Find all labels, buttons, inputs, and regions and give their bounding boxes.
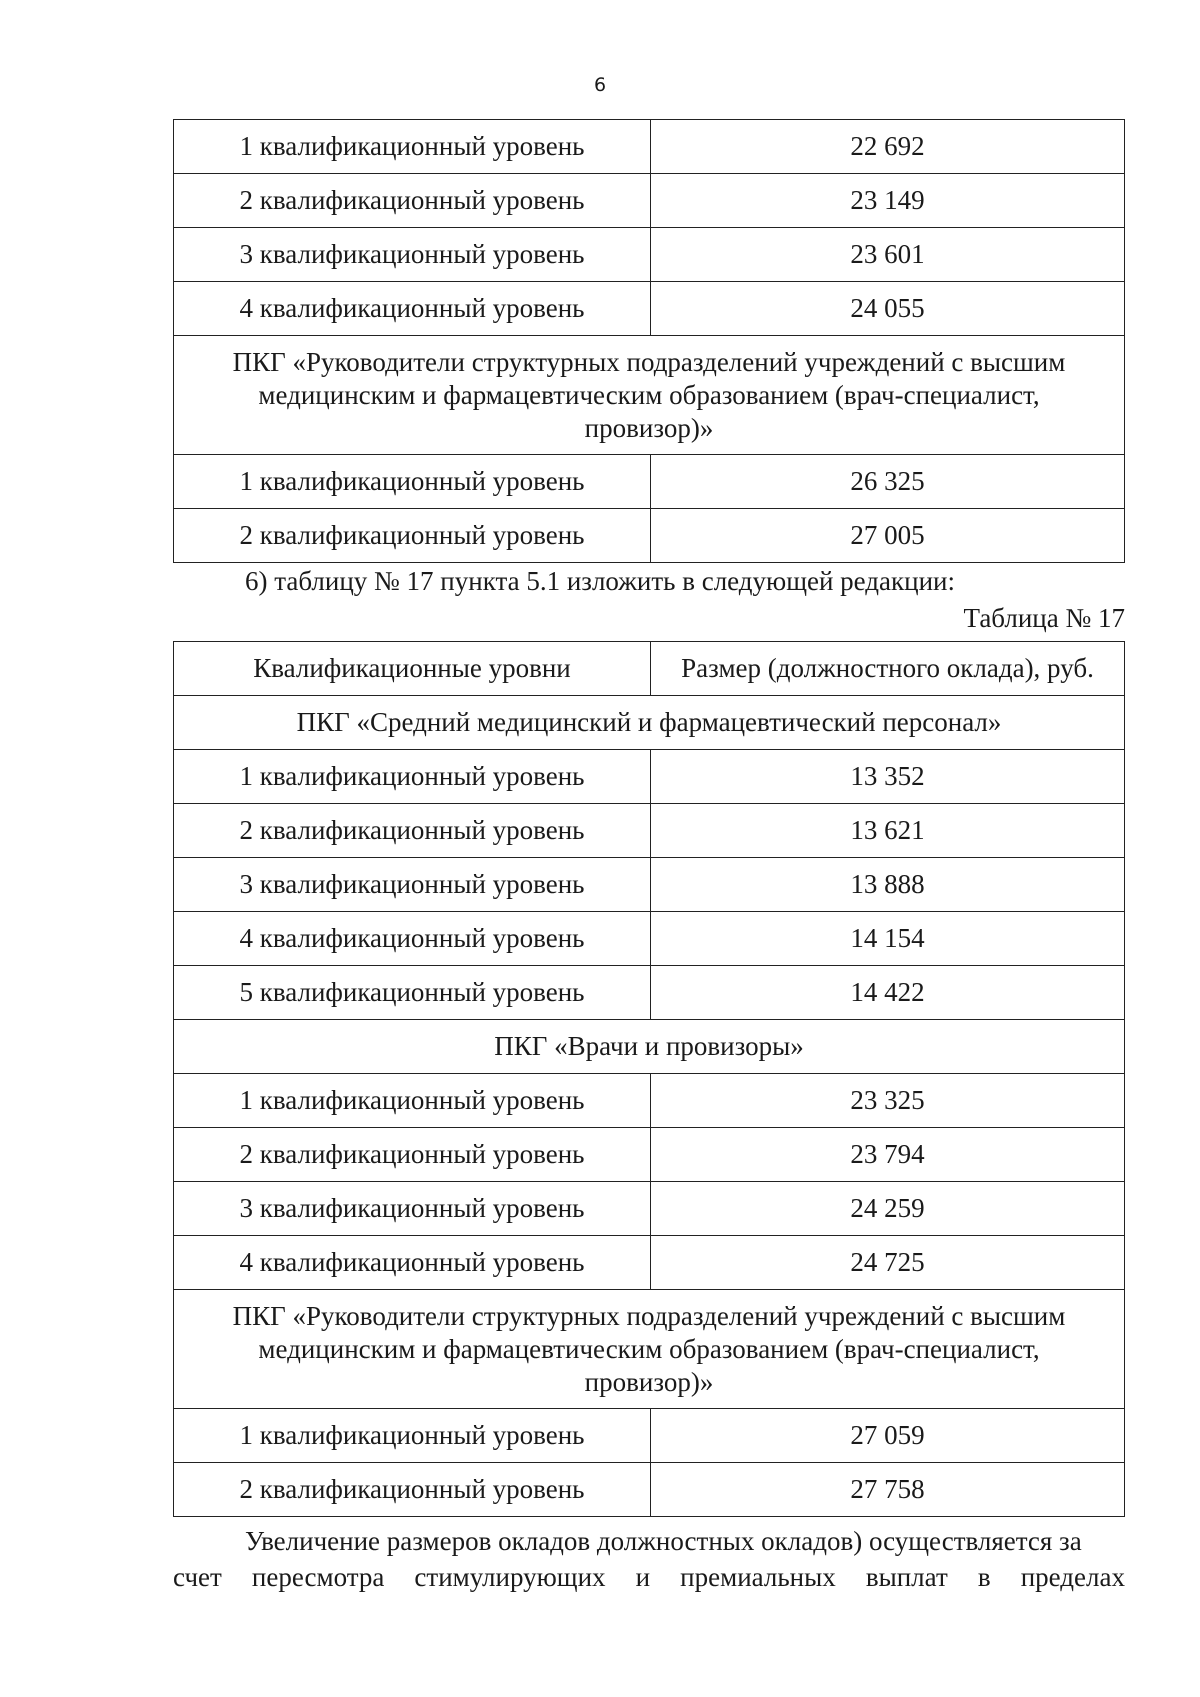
table-header-row <box>174 642 1125 696</box>
group-row <box>174 336 1125 455</box>
table-caption: Таблица № 17 <box>963 603 1125 633</box>
closing-word: стимулирующих <box>414 1562 606 1592</box>
group-row <box>174 1020 1125 1074</box>
value-cell: 27 059 <box>651 1409 1125 1463</box>
table-row <box>174 1463 1125 1517</box>
value-cell: 24 055 <box>651 282 1125 336</box>
level-cell: 2 квалификационный уровень <box>174 509 651 563</box>
level-cell: 1 квалификационный уровень <box>174 120 651 174</box>
level-cell: 3 квалификационный уровень <box>174 228 651 282</box>
level-cell: 3 квалификационный уровень <box>174 1182 651 1236</box>
salary-table-17 <box>173 641 1125 1517</box>
value-cell: 24 259 <box>651 1182 1125 1236</box>
value-cell: 22 692 <box>651 120 1125 174</box>
group-nurses-title: ПКГ «Средний медицинский и фармацевтический персонал» <box>174 696 1125 750</box>
table-row <box>174 1182 1125 1236</box>
level-cell: 3 квалификационный уровень <box>174 858 651 912</box>
level-cell: 1 квалификационный уровень <box>174 1409 651 1463</box>
value-cell: 24 725 <box>651 1236 1125 1290</box>
value-cell: 23 325 <box>651 1074 1125 1128</box>
value-cell: 23 149 <box>651 174 1125 228</box>
closing-word: счет <box>173 1562 222 1592</box>
closing-word: премиальных <box>680 1562 836 1592</box>
closing-word: пересмотра <box>251 1562 385 1592</box>
value-cell: 23 601 <box>651 228 1125 282</box>
table-row <box>174 1409 1125 1463</box>
value-cell: 13 888 <box>651 858 1125 912</box>
level-cell: 2 квалификационный уровень <box>174 1463 651 1517</box>
level-cell: 1 квалификационный уровень <box>174 455 651 509</box>
level-cell: 1 квалификационный уровень <box>174 1074 651 1128</box>
table-row <box>174 858 1125 912</box>
value-cell: 14 422 <box>651 966 1125 1020</box>
table-row <box>174 912 1125 966</box>
table-row <box>174 509 1125 563</box>
intro-paragraph: 6) таблицу № 17 пункта 5.1 изложить в следующей редакции: <box>245 566 955 596</box>
table-row <box>174 1074 1125 1128</box>
table-row <box>174 120 1125 174</box>
table-row <box>174 750 1125 804</box>
closing-word: в <box>977 1562 991 1592</box>
value-cell: 14 154 <box>651 912 1125 966</box>
table-row <box>174 455 1125 509</box>
level-cell: 2 квалификационный уровень <box>174 174 651 228</box>
closing-word: и <box>635 1562 651 1592</box>
value-cell: 23 794 <box>651 1128 1125 1182</box>
page-number: 6 <box>593 74 607 96</box>
closing-paragraph-line1: Увеличение размеров окладов должностных окладов) осуществляется за <box>245 1526 1082 1556</box>
level-cell: 2 квалификационный уровень <box>174 1128 651 1182</box>
closing-word: пределах <box>1020 1562 1125 1592</box>
group-row <box>174 696 1125 750</box>
level-cell: 4 квалификационный уровень <box>174 912 651 966</box>
table-row <box>174 228 1125 282</box>
group-row <box>174 1290 1125 1409</box>
group-heads-title: ПКГ «Руководители структурных подразделений учреждений с высшим медицинским и фармацевтическим образованием (врач-специалист, провизор)» <box>174 336 1125 455</box>
header-salary: Размер (должностного оклада), руб. <box>651 642 1125 696</box>
value-cell: 13 621 <box>651 804 1125 858</box>
level-cell: 1 квалификационный уровень <box>174 750 651 804</box>
table-row <box>174 1236 1125 1290</box>
level-cell: 4 квалификационный уровень <box>174 282 651 336</box>
table-row <box>174 966 1125 1020</box>
value-cell: 26 325 <box>651 455 1125 509</box>
table-row <box>174 804 1125 858</box>
value-cell: 27 758 <box>651 1463 1125 1517</box>
value-cell: 27 005 <box>651 509 1125 563</box>
closing-paragraph-line2 <box>173 1562 1125 1593</box>
group-heads-title: ПКГ «Руководители структурных подразделений учреждений с высшим медицинским и фармацевтическим образованием (врач-специалист, провизор)» <box>174 1290 1125 1409</box>
level-cell: 2 квалификационный уровень <box>174 804 651 858</box>
table-row <box>174 1128 1125 1182</box>
group-doctors-title: ПКГ «Врачи и провизоры» <box>174 1020 1125 1074</box>
level-cell: 4 квалификационный уровень <box>174 1236 651 1290</box>
level-cell: 5 квалификационный уровень <box>174 966 651 1020</box>
value-cell: 13 352 <box>651 750 1125 804</box>
salary-table-continued <box>173 119 1125 563</box>
closing-word: выплат <box>865 1562 948 1592</box>
table-row <box>174 282 1125 336</box>
table-row <box>174 174 1125 228</box>
header-levels: Квалификационные уровни <box>174 642 651 696</box>
